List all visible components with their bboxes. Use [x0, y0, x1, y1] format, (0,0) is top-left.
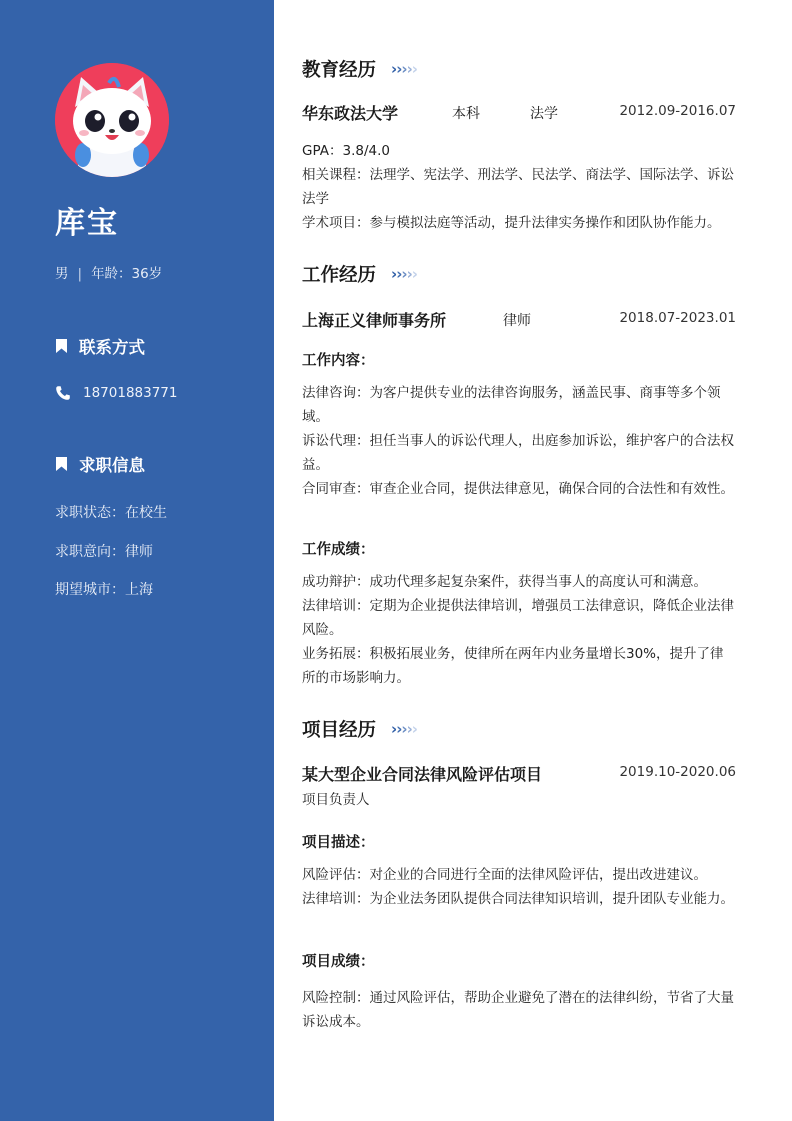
candidate-name: 库宝	[55, 206, 119, 241]
project-date: 2019.10-2020.06	[619, 764, 736, 780]
project-result-heading: 项目成绩：	[302, 954, 375, 970]
list-item: 诉讼代理：担任当事人的诉讼代理人，出庭参加诉讼，维护客户的合法权益。	[302, 433, 734, 473]
work-header	[302, 308, 736, 330]
education-section-title: 教育经历 › › › › ›	[302, 59, 418, 81]
chevrons-icon: › › › › ›	[391, 719, 418, 738]
job-city: 期望城市：上海	[55, 582, 153, 598]
courses: 相关课程：法理学、宪法学、刑法学、民法学、商法学、国际法学、诉讼法学	[302, 167, 734, 207]
work-achievement-list	[302, 570, 736, 690]
job-status: 求职状态：在校生	[55, 505, 167, 521]
major: 法学	[530, 106, 558, 122]
avatar	[55, 63, 169, 177]
degree: 本科	[452, 106, 480, 122]
chevrons-icon: › › › › ›	[391, 264, 418, 283]
academic-project: 学术项目：参与模拟法庭等活动，提升法律实务操作和团队协作能力。	[302, 215, 721, 231]
project-header	[302, 762, 736, 784]
work-role: 律师	[503, 313, 531, 329]
phone-icon	[55, 385, 71, 401]
project-desc-list	[302, 863, 736, 911]
education-details	[302, 139, 736, 235]
list-item: 合同审查：审查企业合同，提供法律意见，确保合同的合法性和有效性。	[302, 481, 734, 497]
phone-row	[55, 385, 177, 401]
list-item: 风险评估：对企业的合同进行全面的法律风险评估，提出改进建议。	[302, 867, 707, 883]
list-item: 法律咨询：为客户提供专业的法律咨询服务，涵盖民事、商事等多个领域。	[302, 385, 721, 425]
list-item: 业务拓展：积极拓展业务，使律所在两年内业务量增长30%，提升了律所的市场影响力。	[302, 646, 724, 686]
list-item: 法律培训：为企业法务团队提供合同法律知识培训，提升团队专业能力。	[302, 891, 734, 907]
contact-title: 联系方式	[79, 338, 145, 357]
school-name: 华东政法大学	[302, 104, 399, 123]
job-title: 求职信息	[79, 456, 145, 475]
separator: |	[77, 266, 83, 282]
education-date: 2012.09-2016.07	[619, 103, 736, 119]
list-item: 成功辩护：成功代理多起复杂案件，获得当事人的高度认可和满意。	[302, 574, 707, 590]
project-role: 项目负责人	[302, 792, 370, 808]
work-section-title: 工作经历 › › › › ›	[302, 264, 418, 286]
project-result-list	[302, 986, 736, 1034]
contact-heading	[55, 334, 145, 358]
job-intent: 求职意向：律师	[55, 544, 153, 560]
work-content-heading: 工作内容：	[302, 353, 375, 369]
list-item: 风险控制：通过风险评估，帮助企业避免了潜在的法律纠纷，节省了大量诉讼成本。	[302, 990, 734, 1030]
gpa: GPA：3.8/4.0	[302, 143, 390, 159]
company-name: 上海正义律师事务所	[302, 311, 447, 330]
list-item: 法律培训：定期为企业提供法律培训，增强员工法律意识，降低企业法律风险。	[302, 598, 734, 638]
phone-number: 18701883771	[83, 385, 178, 401]
work-date: 2018.07-2023.01	[619, 310, 736, 326]
work-achievement-heading: 工作成绩：	[302, 542, 375, 558]
project-desc-heading: 项目描述：	[302, 835, 375, 851]
job-heading	[55, 452, 145, 476]
bookmark-icon	[55, 338, 68, 354]
education-header	[302, 101, 736, 123]
sidebar	[0, 0, 274, 1121]
gender: 男	[55, 266, 69, 282]
chevrons-icon: › › › › ›	[391, 59, 418, 78]
work-content-list	[302, 381, 736, 501]
age: 年龄：36岁	[91, 266, 163, 282]
basic-info	[55, 262, 162, 282]
bookmark-icon	[55, 456, 68, 472]
project-name: 某大型企业合同法律风险评估项目	[302, 765, 543, 784]
project-section-title: 项目经历 › › › › ›	[302, 719, 418, 741]
cat-mascot-icon	[55, 63, 169, 177]
